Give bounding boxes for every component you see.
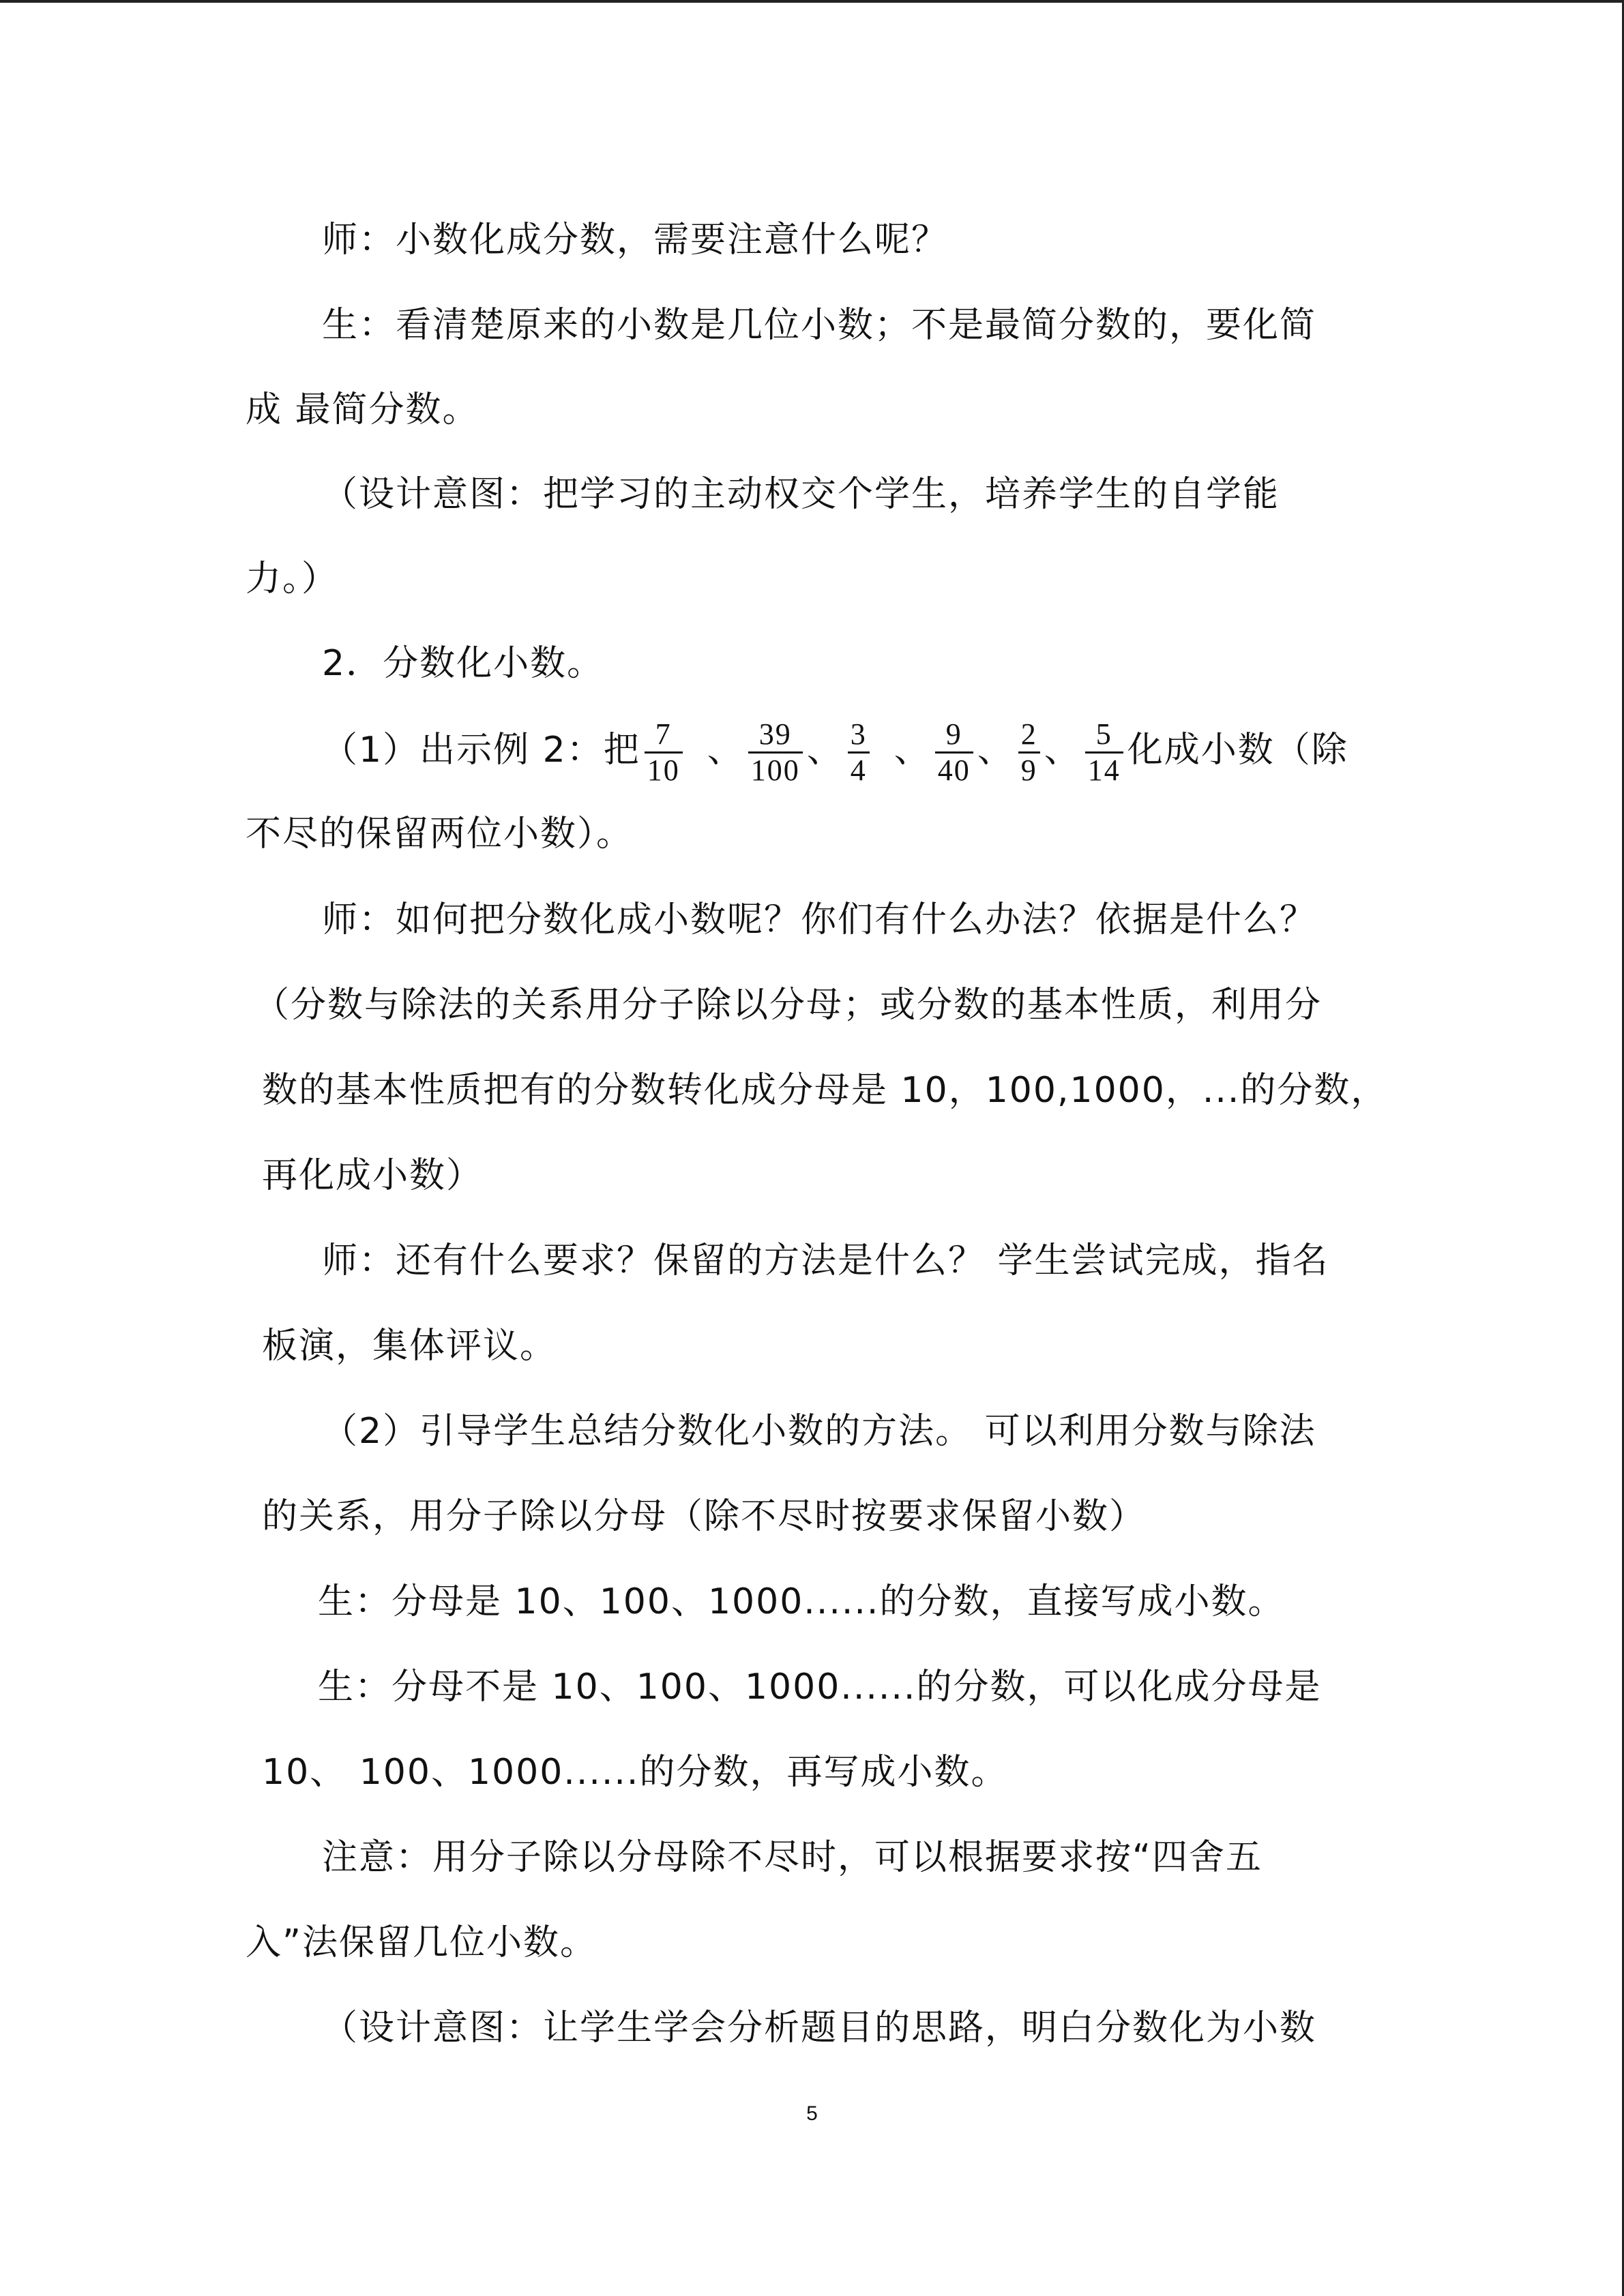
separator: 、 [806, 730, 844, 771]
fraction-1: $\frac{7}{10}$ [645, 717, 683, 788]
separator: 、 [707, 730, 744, 771]
text-line-student-1: 生：分母是 10、100、1000......的分数，直接写成小数。 [318, 1581, 1285, 1622]
text-line-continuation: 不尽的保留两位小数）。 [246, 814, 634, 854]
text-line-teacher-question: 师：如何把分数化成小数呢？你们有什么办法？依据是什么？ [322, 899, 1317, 940]
page-number: 5 [806, 2102, 818, 2125]
text-line-2: 生：看清楚原来的小数是几位小数；不是最简分数的，要化简 [322, 305, 1317, 346]
fraction-6: $\frac{5}{14}$ [1085, 717, 1123, 788]
text-line-5: 力。） [246, 558, 339, 599]
section-heading: 2．分数化小数。 [322, 643, 604, 684]
example-prefix: （1）出示例 2：把 [322, 730, 640, 771]
text-line-summary-2: 的关系，用分子除以分母（除不尽时按要求保留小数） [262, 1496, 1147, 1537]
text-line-note: 注意：用分子除以分母除不尽时，可以根据要求按“四舍五 [322, 1837, 1263, 1878]
text-line-3: 成 最简分数。 [246, 389, 479, 430]
text-line-student-2b: 10、 100、1000......的分数，再写成小数。 [262, 1752, 1008, 1793]
separator: 、 [1044, 730, 1081, 771]
text-line-answer-3: 再化成小数） [262, 1155, 484, 1196]
example-suffix: 化成小数（除 [1127, 730, 1348, 771]
text-line-teacher-requirement: 师：还有什么要求？保留的方法是什么？ 学生尝试完成，指名 [322, 1240, 1329, 1281]
text-line-design-intent: （设计意图：让学生学会分析题目的思路，明白分数化为小数 [322, 2008, 1317, 2048]
text-line-student-2: 生：分母不是 10、100、1000......的分数，可以化成分母是 [318, 1667, 1322, 1708]
text-line-board: 板演，集体评议。 [262, 1326, 557, 1367]
fraction-2: $\frac{39}{100}$ [748, 717, 803, 788]
separator: 、 [894, 730, 931, 771]
text-line-summary: （2）引导学生总结分数化小数的方法。 可以利用分数与除法 [322, 1411, 1316, 1452]
example-line [322, 709, 1348, 791]
text-line-answer-2: 数的基本性质把有的分数转化成分母是 10，100,1000，...的分数， [262, 1070, 1388, 1111]
separator: 、 [977, 730, 1014, 771]
fraction-4: $\frac{9}{40}$ [935, 717, 973, 788]
fraction-5: $\frac{2}{9}$ [1018, 717, 1040, 788]
text-line-4: （设计意图：把学习的主动权交个学生，培养学生的自学能 [322, 474, 1280, 515]
fraction-3: $\frac{3}{4}$ [848, 717, 870, 788]
text-line-note-2: 入”法保留几位小数。 [246, 1922, 597, 1963]
text-line-answer-1: （分数与除法的关系用分子除以分母；或分数的基本性质，利用分 [254, 985, 1323, 1026]
text-line-1: 师：小数化成分数，需要注意什么呢？ [322, 220, 949, 260]
